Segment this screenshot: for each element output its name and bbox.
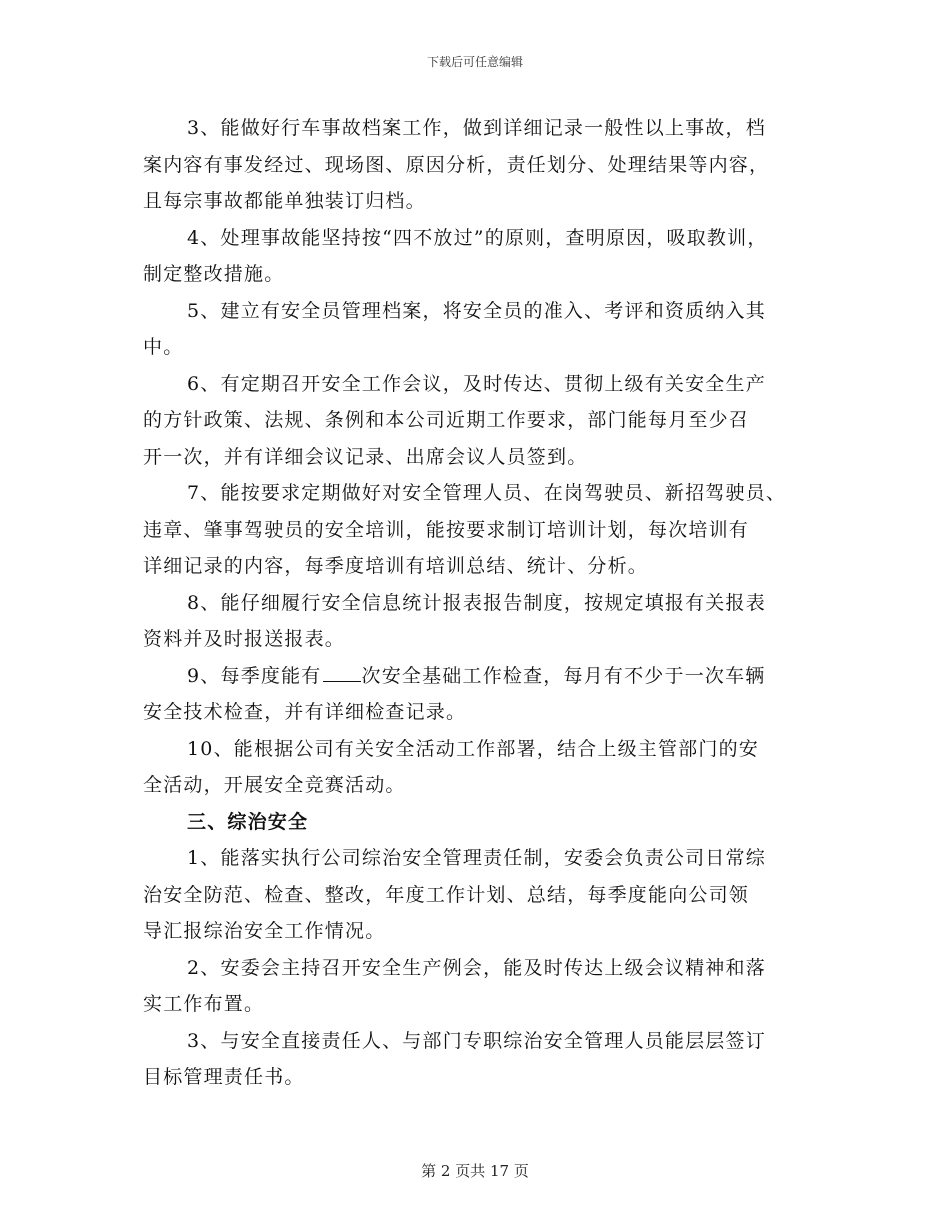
paragraph-line: 案内容有事发经过、现场图、原因分析，责任划分、处理结果等内容， bbox=[143, 153, 770, 176]
paragraph-line: 目标管理责任书。 bbox=[143, 1066, 305, 1088]
paragraph-line bbox=[143, 658, 808, 695]
paragraph-line: 3、与安全直接责任人、与部门专职综治安全管理人员能层层签订 bbox=[187, 1029, 766, 1052]
paragraph-line: 1、能落实执行公司综治安全管理责任制，安委会负责公司日常综 bbox=[187, 847, 766, 869]
paragraph-line: 6、有定期召开安全工作会议，及时传达、贯彻上级有关安全生产 bbox=[187, 372, 766, 395]
paragraph-line: 中。 bbox=[143, 336, 184, 358]
paragraph-line: 违章、肇事驾驶员的安全培训，能按要求制订培训计划，每次培训有 bbox=[143, 518, 750, 541]
paragraph-line: 导汇报综治安全工作情况。 bbox=[143, 920, 386, 942]
paragraph-line: 实工作布置。 bbox=[143, 993, 265, 1015]
fill-in-blank bbox=[323, 680, 361, 682]
paragraph-line: 10、能根据公司有关安全活动工作部署，结合上级主管部门的安 bbox=[187, 737, 759, 760]
paragraph-line: 安全技术检查，并有详细检查记录。 bbox=[143, 701, 467, 723]
paragraph-segment: 9、每季度能有 bbox=[187, 664, 322, 687]
paragraph-line: 资料并及时报送报表。 bbox=[143, 628, 346, 650]
paragraph-line: 2、安委会主持召开安全生产例会，能及时传达上级会议精神和落 bbox=[187, 956, 766, 979]
paragraph-line: 5、建立有安全员管理档案，将安全员的准入、考评和资质纳入其 bbox=[187, 299, 766, 322]
paragraph-line: 的方针政策、法规、条例和本公司近期工作要求，部门能每月至少召 bbox=[143, 409, 750, 431]
paragraph-line: 开一次，并有详细会议记录、出席会议人员签到。 bbox=[143, 445, 588, 468]
paragraph-line: 治安全防范、检查、整改，年度工作计划、总结，每季度能向公司领 bbox=[143, 883, 750, 906]
paragraph-line: 详细记录的内容，每季度培训有培训总结、统计、分析。 bbox=[143, 555, 649, 577]
page-header: 下载后可任意编辑 bbox=[426, 55, 523, 69]
paragraph-line: 全活动，开展安全竞赛活动。 bbox=[143, 774, 406, 796]
document-body bbox=[143, 110, 808, 1096]
paragraph-line: 且每宗事故都能单独装订归档。 bbox=[143, 190, 426, 212]
section-heading: 三、综治安全 bbox=[187, 810, 309, 833]
page-number: 第 2 页共 17 页 bbox=[421, 1162, 529, 1180]
paragraph-line: 4、处理事故能坚持按“四不放过”的原则，查明原因，吸取教训， bbox=[187, 226, 768, 249]
paragraph-line: 制定整改措施。 bbox=[143, 263, 285, 285]
paragraph-line: 8、能仔细履行安全信息统计报表报告制度，按规定填报有关报表 bbox=[187, 591, 766, 614]
paragraph-segment: 次安全基础工作检查，每月有不少于一次车辆 bbox=[361, 664, 766, 687]
paragraph-line: 7、能按要求定期做好对安全管理人员、在岗驾驶员、新招驾驶员、 bbox=[187, 482, 787, 504]
paragraph-line: 3、能做好行车事故档案工作，做到详细记录一般性以上事故，档 bbox=[187, 117, 766, 139]
